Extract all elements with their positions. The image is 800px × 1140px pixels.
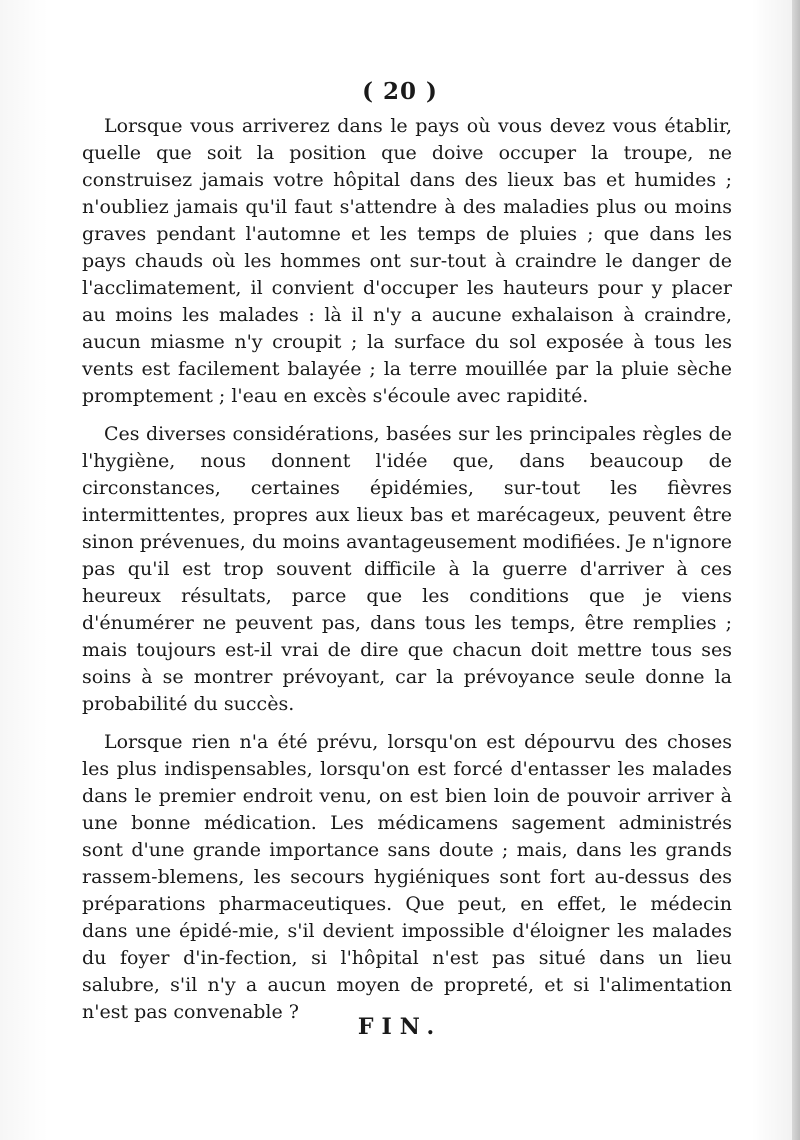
closing-fin: FIN. <box>357 1014 443 1040</box>
page-edge-shadow <box>792 0 800 1140</box>
paragraph-3: Lorsque rien n'a été prévu, lorsqu'on est dépourvu des choses les plus indispensables, lorsqu'on est forcé d'entasser les malades dans le premier endroit venu, on est bien loin de pouvoir arriver à une bonne médication. Les médicamens sagement administrés sont d'une grande importance sans doute ; mais, dans les grands rassem-blemens, les secours hygiéniques sont fort au-dessus des préparations pharmaceutiques. Que peut, en effet, le médecin dans une épidé-mie, s'il devient impossible d'éloigner les malades du foyer d'in-fection, si l'hôpital n'est pas situé dans un lieu salubre, s'il n'y a aucun moyen de propreté, et si l'alimentation n'est pas convenable ? <box>82 731 732 1023</box>
paragraph-1: Lorsque vous arriverez dans le pays où vous devez vous établir, quelle que soit la position que doive occuper la troupe, ne construisez jamais votre hôpital dans des lieux bas et humides ; n'oubliez jamais qu'il faut s'attendre à des maladies plus ou moins graves pendant l'automne et les temps de pluies ; que dans les pays chauds où les hommes ont sur-tout à craindre le danger de l'acclimatement, il convient d'occuper les hauteurs pour y placer au moins les malades : là il n'y a aucune exhalaison à craindre, aucun miasme n'y croupit ; la surface du sol exposée à tous les vents est facilement balayée ; la terre mouillée par la pluie sèche promptement ; l'eau en excès s'écoule avec rapidité. <box>82 115 732 407</box>
body-text <box>82 113 732 1026</box>
page-number: ( 20 ) <box>362 78 438 105</box>
paragraph-2: Ces diverses considérations, basées sur les principales règles de l'hygiène, nous donnent l'idée que, dans beaucoup de circonstances, certaines épidémies, sur-tout les fièvres intermittentes, propres aux lieux bas et marécageux, peuvent être sinon prévenues, du moins avantageusement modifiées. Je n'ignore pas qu'il est trop souvent difficile à la guerre d'arriver à ces heureux résultats, parce que les conditions que je viens d'énumérer ne peuvent pas, dans tous les temps, être remplies ; mais toujours est-il vrai de dire que chacun doit mettre tous ses soins à se montrer prévoyant, car la prévoyance seule donne la probabilité du succès. <box>82 423 732 715</box>
